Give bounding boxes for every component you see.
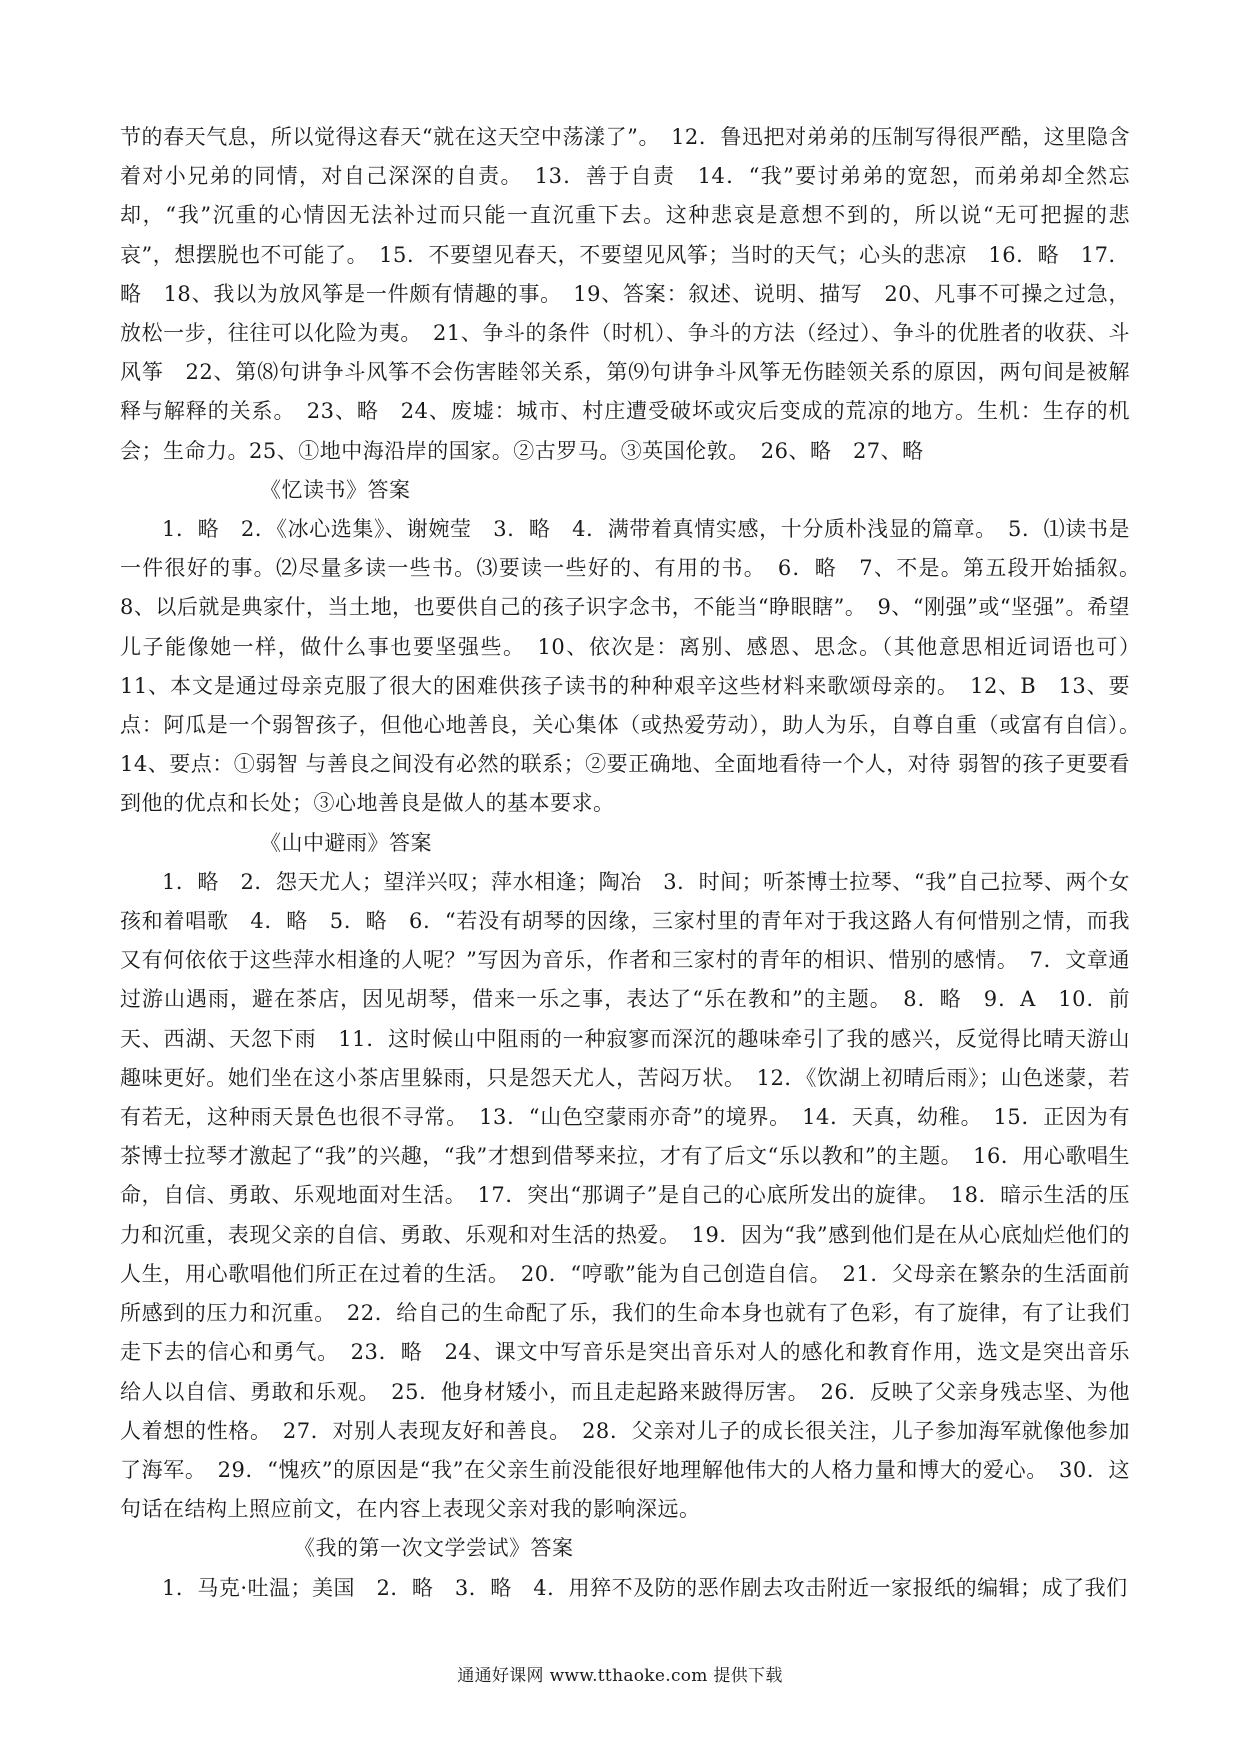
section-title-wo-de-di-yi-ci: 《我的第一次文学尝试》答案	[294, 1536, 574, 1561]
intro-paragraph: 节的春天气息，所以觉得这春天“就在这天空中荡漾了”。 12．鲁迅把对弟弟的压制写得很严酷，这里隐含着对小兄弟的同情，对自己深深的自责。 13．善于自责 14．“我”要讨弟弟的宽恕，而弟弟却全然忘却，“我”沉重的心情因无法补过而只能一直沉重下去。这种悲哀是意想不到的，所以说“无可把握的悲哀”，想摆脱也不可能了。 15．不要望见春天，不要望见风筝；当时的天气；心头的悲凉 16．略 17．略 18、我以为放风筝是一件颇有情趣的事。 19、答案：叙述、说明、描写 20、凡事不可操之过急，放松一步，往往可以化险为夷。 21、争斗的条件（时机）、争斗的方法（经过）、争斗的优胜者的收获、斗风筝 22、第⑻句讲争斗风筝不会伤害睦邻关系，第⑼句讲争斗风筝无伤睦领关系的原因，两句间是被解释与解释的关系。 23、略 24、废墟：城市、村庄遭受破坏或灾后变成的荒凉的地方。生机：生存的机会；生命力。25、①地中海沿岸的国家。②古罗马。③英国伦敦。 26、略 27、略	[120, 125, 1130, 463]
page-footer: 通通好课网 www.tthaoke.com 提供下载	[457, 1666, 783, 1686]
section-title-shan-zhong-bi-yu: 《山中避雨》答案	[260, 830, 432, 855]
section-title-yi-du-shu: 《忆读书》答案	[260, 477, 411, 502]
section-body-yi-du-shu: 1．略 2．《冰心选集》、谢婉莹 3．略 4．满带着真情实感，十分质朴浅显的篇章。 5．⑴读书是一件很好的事。⑵尽量多读一些书。⑶要读一些好的、有用的书。 6．略 7、不是。第五段开始插叙。 8、以后就是典家什，当土地，也要供自己的孩子识字念书，不能当“睁眼瞎”。 9、“刚强”或“坚强”。希望儿子能像她一样，做什么事也要坚强些。 10、依次是：离别、感恩、思念。（其他意思相近词语也可） 11、本文是通过母亲克服了很大的困难供孩子读书的种种艰辛这些材料来歌颂母亲的。 12、B 13、要点：阿瓜是一个弱智孩子，但他心地善良，关心集体（或热爱劳动），助人为乐，自尊自重（或富有自信）。 14、要点：①弱智 与善良之间没有必然的联系；②要正确地、全面地看待一个人，对待 弱智的孩子更要看到他的优点和长处；③心地善良是做人的基本要求。	[120, 517, 1152, 816]
section-body-wo-de-di-yi-ci: 1．马克·吐温；美国 2．略 3．略 4．用猝不及防的恶作剧去攻击附近一家报纸的编辑；成了我们	[162, 1575, 1128, 1600]
section-body-shan-zhong-bi-yu: 1．略 2．怨天尤人；望洋兴叹；萍水相逢；陶冶 3．时间；听茶博士拉琴、“我”自己拉琴、两个女孩和着唱歌 4．略 5．略 6．“若没有胡琴的因缘，三家村里的青年对于我这路人有何惜别之情，而我又有何依依于这些萍水相逢的人呢？”写因为音乐，作者和三家村的青年的相识、惜别的感情。 7．文章通过游山遇雨，避在茶店，因见胡琴，借来一乐之事，表达了“乐在教和”的主题。 8．略 9．A 10．前天、西湖、天忽下雨 11．这时候山中阻雨的一种寂寥而深沉的趣味牵引了我的感兴，反觉得比晴天游山趣味更好。她们坐在这小茶店里躲雨，只是怨天尤人，苦闷万状。 12．《饮湖上初晴后雨》；山色迷蒙，若有若无，这种雨天景色也很不寻常。 13．“山色空蒙雨亦奇”的境界。 14．天真，幼稚。 15．正因为有茶博士拉琴才激起了“我”的兴趣，“我”才想到借琴来拉，才有了后文“乐以教和”的主题。 16．用心歌唱生命，自信、勇敢、乐观地面对生活。 17．突出“那调子”是自己的心底所发出的旋律。 18．暗示生活的压力和沉重，表现父亲的自信、勇敢、乐观和对生活的热爱。 19．因为“我”感到他们是在从心底灿烂他们的人生，用心歌唱他们所正在过着的生活。 20．“哼歌”能为自己创造自信。 21．父母亲在繁杂的生活面前所感到的压力和沉重。 22．给自己的生命配了乐，我们的生命本身也就有了色彩，有了旋律，有了让我们走下去的信心和勇气。 23．略 24、课文中写音乐是突出音乐对人的感化和教育作用，选文是突出音乐给人以自信、勇敢和乐观。 25．他身材矮小，而且走起路来跛得厉害。 26．反映了父亲身残志坚、为他人着想的性格。 27．对别人表现友好和善良。 28．父亲对儿子的成长很关注，儿子参加海军就像他参加了海军。 29．“愧疚”的原因是“我”在父亲生前没能很好地理解他伟大的人格力量和博大的爱心。 30．这句话在结构上照应前文，在内容上表现父亲对我的影响深远。	[120, 869, 1130, 1522]
answer-page	[120, 118, 1152, 1618]
